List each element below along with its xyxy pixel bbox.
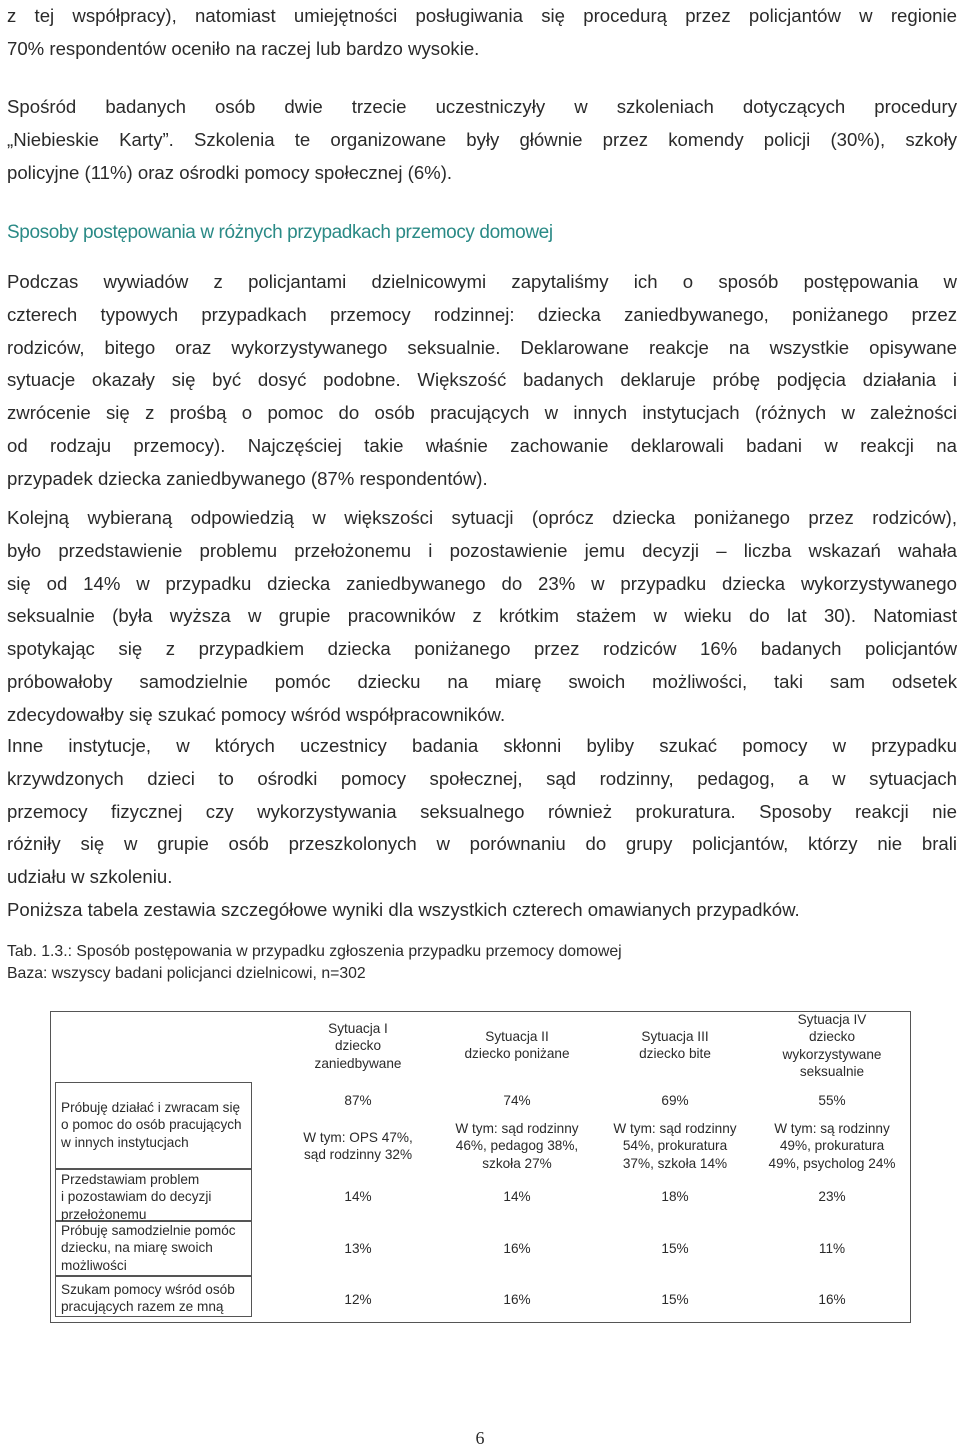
table-caption: Tab. 1.3.: Sposób postępowania w przypadku zgłoszenia przypadku przemocy domowej (7, 943, 622, 960)
table-detail: 49%, psycholog 24% (768, 1155, 896, 1171)
row-label: o pomoc do osób pracujących (61, 1117, 242, 1133)
column-header: Sytuacja I (328, 1021, 388, 1036)
paragraph-line: z tej współpracy), natomiast umiejętności posługiwania się procedurą przez policjantów w regionie (7, 5, 957, 26)
table-value: 15% (661, 1241, 689, 1256)
row-label: możliwości (61, 1257, 127, 1273)
table-value: 13% (344, 1241, 372, 1256)
paragraph-line: przypadek dziecka zaniedbywanego (87% respondentów). (7, 467, 488, 489)
paragraph-line: Inne instytucje, w których uczestnicy badania skłonni byliby szukać pomocy w przypadku (7, 735, 957, 756)
column-header: dziecko (334, 1038, 382, 1054)
paragraph-line: Kolejną wybieraną odpowiedzią w większości sytuacji (oprócz dziecka poniżanego przez rodziców), (7, 507, 957, 528)
column-header: dziecko bite (639, 1046, 711, 1062)
row-label: w innych instytucjach (61, 1134, 189, 1150)
table-value: 16% (818, 1292, 846, 1307)
paragraph-line: Poniższa tabela zestawia szczegółowe wyniki dla wszystkich czterech omawianych przypadków. (7, 899, 800, 920)
paragraph-line: sytuacje okazały się być dosyć podobne. Większość badanych deklaruje próbę podjęcia działania i (7, 369, 957, 391)
row-label: pracujących razem ze mną (61, 1299, 224, 1315)
column-header: Sytuacja IV (797, 1012, 867, 1027)
table-value: 69% (661, 1093, 689, 1108)
paragraph-line: zdecydowałby się szukać pomocy wśród współpracowników. (7, 703, 506, 725)
paragraph-line: rodziców, bitego oraz wykorzystywanego seksualnie. Deklarowane reakcje na wszystkie opisywane (7, 336, 957, 358)
paragraph-line: udziału w szkoleniu. (7, 866, 173, 888)
paragraph-line: 70% respondentów oceniło na raczej lub bardzo wysokie. (7, 37, 480, 59)
paragraph-line: spotykając się z przypadkiem dziecka poniżanego przez rodziców 16% badanych policjantów (7, 638, 957, 660)
table-value: 18% (661, 1189, 689, 1204)
table-detail: 54%, prokuratura (622, 1138, 728, 1154)
row-label: Szukam pomocy wśród osób (61, 1282, 235, 1297)
table-base: Baza: wszyscy badani policjanci dzielnicowi, n=302 (7, 965, 366, 982)
table-value: 16% (503, 1241, 531, 1256)
column-header: Sytuacja II (485, 1029, 549, 1044)
table-value: 15% (661, 1292, 689, 1307)
table-value: 11% (818, 1241, 846, 1256)
row-label: przełożonemu (61, 1206, 147, 1222)
table-detail: W tym: sąd rodzinny (613, 1121, 737, 1136)
paragraph-line: przemocy fizycznej czy wykorzystywania seksualnego również prokuratura. Sposoby reakcji nie (7, 800, 957, 822)
table-value: 14% (344, 1189, 372, 1204)
paragraph-line: seksualnie (była wyższa w grupie pracowników z krótkim stażem w wieku do lat 30). Natomiast (7, 605, 957, 627)
row-label: Próbuję samodzielnie pomóc (61, 1223, 236, 1238)
table-value: 87% (344, 1093, 372, 1108)
table-detail: W tym: są rodzinny (774, 1121, 890, 1136)
paragraph-line: Spośród badanych osób dwie trzecie uczestniczyły w szkoleniach dotyczących procedury (7, 96, 957, 117)
table-detail: 46%, pedagog 38%, (455, 1138, 579, 1154)
section-heading: Sposoby postępowania w różnych przypadkach przemocy domowej (7, 222, 553, 243)
column-header: seksualnie (799, 1064, 865, 1080)
table-detail: 49%, prokuratura (779, 1138, 885, 1154)
column-header: dziecko (808, 1029, 856, 1045)
results-table (50, 1011, 911, 1323)
table-value: 14% (503, 1189, 531, 1204)
table-detail: W tym: OPS 47%, (303, 1130, 413, 1145)
column-header: wykorzystywane (782, 1046, 882, 1062)
column-header: Sytuacja III (641, 1029, 709, 1044)
row-label: dziecku, na miarę swoich (61, 1240, 213, 1256)
column-header: zaniedbywane (314, 1055, 402, 1071)
paragraph-line: „Niebieskie Karty”. Szkolenia te organizowane były głównie przez komendy policji (30%), szkoły (7, 128, 957, 150)
table-detail: szkoła 27% (482, 1155, 552, 1171)
table-value: 12% (344, 1292, 372, 1307)
paragraph-line: różniły się w grupie osób przeszkolonych w porównaniu do grupy policjantów, którzy nie brali (7, 833, 957, 855)
page-number: 6 (475, 1428, 485, 1448)
paragraph-line: od rodzaju przemocy). Najczęściej takie właśnie zachowanie deklarowali badani w reakcji na (7, 435, 957, 456)
paragraph-line: było przedstawienie problemu przełożonemu i pozostawienie jemu decyzji – liczba wskazań wahała (7, 539, 957, 561)
table-value: 55% (818, 1093, 846, 1108)
column-header: dziecko poniżane (464, 1046, 570, 1062)
paragraph-line: Podczas wywiadów z policjantami dzielnicowymi zapytaliśmy ich o sposób postępowania w (7, 271, 957, 292)
table-detail: W tym: sąd rodzinny (455, 1121, 579, 1136)
row-label: Przedstawiam problem (61, 1172, 200, 1187)
table-detail: 37%, szkoła 14% (622, 1155, 728, 1171)
paragraph-line: próbowałoby samodzielnie pomóc dziecku na miarę swoich możliwości, taki sam odsetek (7, 671, 957, 692)
row-label: i pozostawiam do decyzji (61, 1189, 212, 1205)
paragraph-line: czterech typowych przypadkach przemocy rodzinnej: dziecka zaniedbywanego, poniżanego przez (7, 303, 957, 325)
paragraph-line: się od 14% w przypadku dziecka zaniedbywanego do 23% w przypadku dziecka wykorzystywanego (7, 572, 957, 594)
paragraph-line: zwrócenie się z prośbą o pomoc do osób pracujących w innych instytucjach (różnych w zależności (7, 402, 957, 424)
paragraph-line: policyjne (11%) oraz ośrodki pomocy społecznej (6%). (7, 161, 453, 183)
paragraph-line: krzywdzonych dzieci to ośrodki pomocy społecznej, sąd rodzinny, pedagog, a w sytuacjach (7, 767, 957, 789)
table-detail: sąd rodzinny 32% (303, 1147, 413, 1163)
table-value: 74% (503, 1093, 531, 1108)
row-label: Próbuję działać i zwracam się (61, 1100, 241, 1115)
table-value: 23% (818, 1189, 846, 1204)
table-value: 16% (503, 1292, 531, 1307)
